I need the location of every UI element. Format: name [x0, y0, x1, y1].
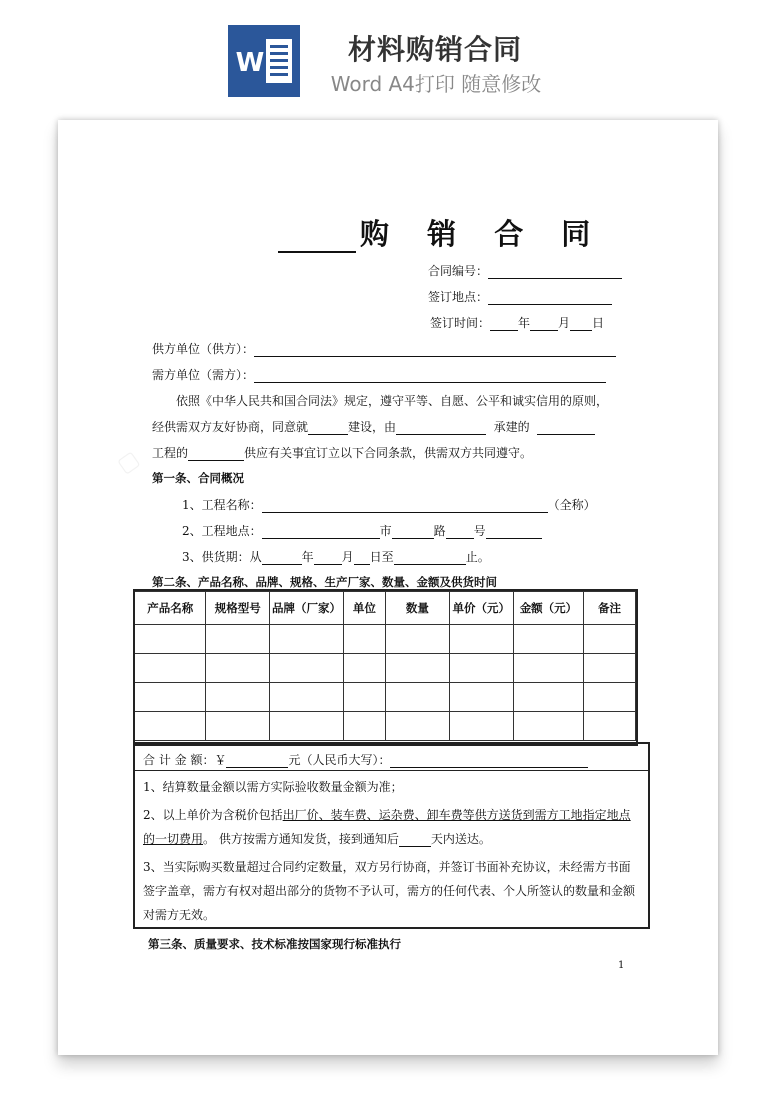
title-blank[interactable]	[278, 223, 356, 253]
sign-time-label: 签订时间：	[430, 316, 491, 330]
note-2-line-1	[143, 806, 631, 823]
a1-item3-label: 3、供货期：从	[182, 550, 262, 564]
doc-title-text: 购 销 合 同	[360, 217, 605, 251]
watermark: ▢	[112, 446, 145, 479]
contract-no-row	[428, 262, 622, 279]
supplier-row	[152, 340, 616, 357]
road-field[interactable]	[392, 525, 434, 539]
document-page	[58, 120, 718, 1055]
article-3-heading: 第三条、质量要求、技术标准按国家现行标准执行	[148, 937, 401, 951]
buyer-row	[152, 366, 606, 383]
to-label: 止。	[465, 550, 490, 564]
col-product: 产品名称	[135, 592, 206, 625]
a1-item1	[182, 496, 596, 513]
header-title: 材料购销合同	[347, 33, 522, 66]
col-qty: 数量	[386, 592, 450, 625]
total-unit-label: 元（人民币大写）：	[288, 753, 391, 767]
sign-place-label: 签订地点：	[428, 290, 489, 304]
notes-divider	[135, 770, 648, 771]
note-1: 1、结算数量金额以需方实际验收数量金额为准；	[143, 780, 403, 794]
note2e: 天内送达。	[430, 832, 491, 846]
a1-item1-label: 1、工程名称：	[182, 498, 262, 512]
intro3b: 供应有关事宜订立以下合同条款，供需双方共同遵守。	[244, 446, 533, 460]
note-3-line-2: 签字盖章，需方有权对超出部分的货物不予认可，需方的任何代表、个人所签认的数量和金额	[143, 884, 636, 898]
intro2c: 承建的	[493, 420, 530, 434]
intro-line-1: 依照《中华人民共和国合同法》规定，遵守平等、自愿、公平和诚实信用的原则，	[176, 394, 609, 408]
road-label: 路	[433, 524, 446, 538]
intro-line-3	[152, 444, 532, 461]
no-label: 号	[473, 524, 486, 538]
a1-item2-label: 2、工程地点：	[182, 524, 262, 538]
header-banner	[0, 0, 774, 110]
a1-item2	[182, 522, 542, 539]
sign-place-row	[428, 288, 612, 305]
header-subtitle: Word A4打印 随意修改	[330, 72, 542, 96]
note2d: 。 供方按需方通知发货，接到通知后	[203, 832, 399, 846]
from-year-label: 年	[301, 550, 314, 564]
sign-day-field[interactable]	[570, 317, 592, 331]
intro3a: 工程的	[152, 446, 189, 460]
project-name-field[interactable]	[262, 499, 548, 513]
word-logo-letter: W	[235, 48, 265, 78]
no-tail-field[interactable]	[486, 525, 542, 539]
from-month-field[interactable]	[314, 551, 342, 565]
intro2b: 建设，由	[348, 420, 397, 434]
day-label: 日	[592, 316, 605, 330]
col-unit: 单位	[343, 592, 385, 625]
total-amount-field[interactable]	[226, 754, 288, 768]
supply-field[interactable]	[188, 447, 244, 461]
month-label: 月	[558, 316, 571, 330]
year-label: 年	[518, 316, 531, 330]
notes-box	[133, 742, 650, 929]
article-2-heading: 第二条、产品名称、品牌、规格、生产厂家、数量、金额及供货时间	[152, 575, 497, 589]
to-date-field[interactable]	[394, 551, 466, 565]
supplier-field[interactable]	[254, 343, 616, 357]
note-2-line-2	[143, 830, 491, 847]
contractor-field[interactable]	[396, 421, 486, 435]
buyer-field[interactable]	[254, 369, 606, 383]
note-3-line-3: 对需方无效。	[143, 908, 216, 922]
contract-no-field[interactable]	[488, 265, 622, 279]
sign-place-field[interactable]	[488, 291, 612, 305]
project-field[interactable]	[308, 421, 348, 435]
a1-item1-tail: （全称）	[547, 498, 596, 512]
total-label: 合 计 金 额：￥	[143, 753, 227, 767]
note2a: 2、以上单价为含税价包括	[143, 808, 283, 822]
supplier-label: 供方单位（供方）：	[152, 342, 255, 356]
intro2a: 经供需双方友好协商，同意就	[152, 420, 309, 434]
buyer-label: 需方单位（需方）：	[152, 368, 255, 382]
from-day-field[interactable]	[354, 551, 370, 565]
sign-time-row	[430, 314, 604, 331]
page-number: 1	[618, 960, 625, 971]
work-field[interactable]	[537, 421, 595, 435]
intro-line-2	[152, 418, 595, 435]
col-amount: 金额（元）	[513, 592, 583, 625]
col-brand: 品牌（厂家）	[270, 592, 344, 625]
from-day-label: 日至	[369, 550, 394, 564]
col-remark: 备注	[583, 592, 635, 625]
note2b: 出厂价、装车费、运杂费、卸车费等供方送货到需方工地指定地点	[282, 808, 631, 822]
delivery-days-field[interactable]	[399, 833, 431, 847]
city-label: 市	[379, 524, 392, 538]
note-3-line-1: 3、当实际购买数量超过合同约定数量，双方另行协商，并签订书面补充协议，未经需方书面	[143, 860, 631, 874]
word-icon	[228, 25, 300, 97]
from-month-label: 月	[341, 550, 354, 564]
from-year-field[interactable]	[262, 551, 302, 565]
table-frame	[133, 589, 638, 746]
col-spec: 规格型号	[206, 592, 270, 625]
sign-year-field[interactable]	[490, 317, 518, 331]
sign-month-field[interactable]	[530, 317, 558, 331]
no-field[interactable]	[446, 525, 474, 539]
note2c: 的一切费用	[143, 832, 204, 846]
address-field[interactable]	[262, 525, 380, 539]
a1-item3	[182, 548, 490, 565]
col-price: 单价（元）	[449, 592, 513, 625]
doc-title	[278, 212, 604, 253]
article-1-heading: 第一条、合同概况	[152, 471, 244, 485]
total-words-field[interactable]	[390, 754, 588, 768]
contract-no-label: 合同编号：	[428, 264, 489, 278]
total-row	[143, 751, 588, 768]
